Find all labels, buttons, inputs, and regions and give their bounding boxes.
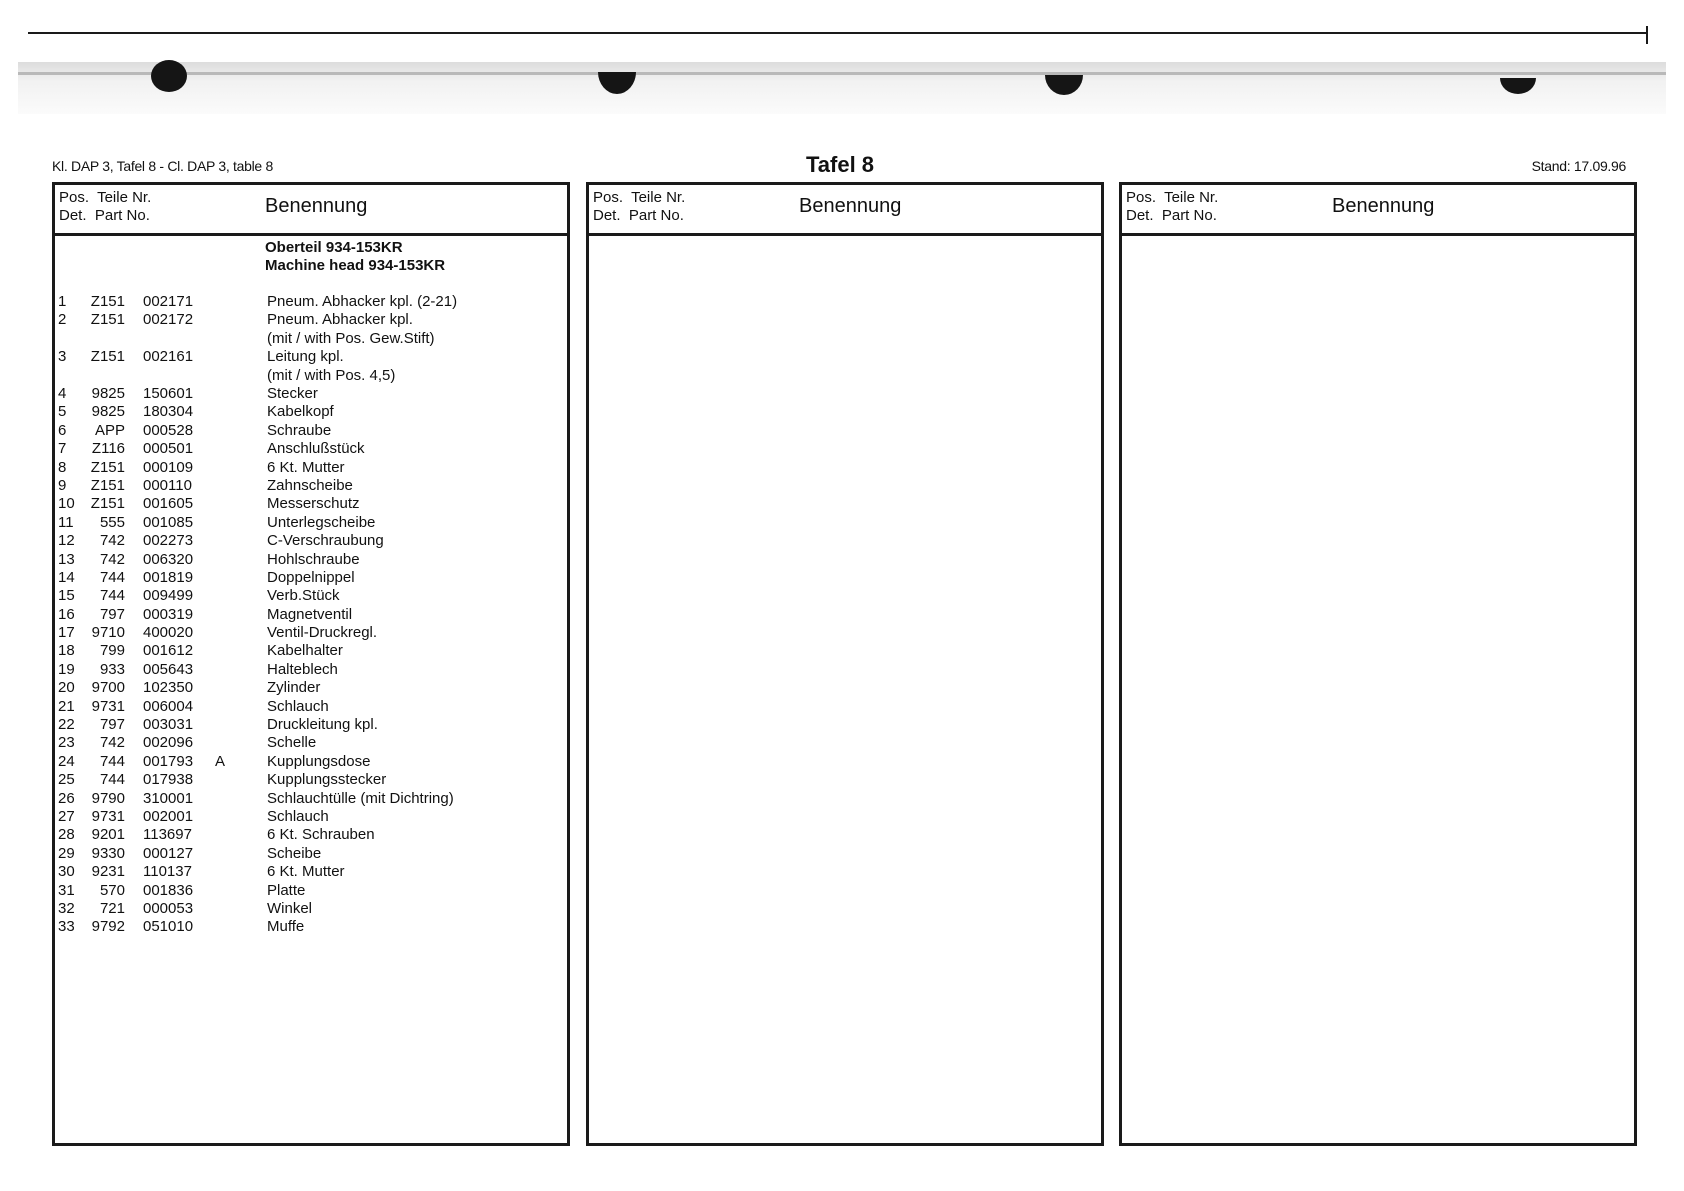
part-name-line1: 6 Kt. Mutter: [267, 458, 345, 476]
part-number: 000319: [143, 605, 194, 623]
table-row: [55, 422, 567, 440]
pos-part-header: [1126, 189, 1218, 225]
part-number: 001605: [143, 495, 194, 513]
part-number: 002001: [143, 807, 194, 825]
part-number: 400020: [143, 624, 194, 642]
pos-part-header-line1: Pos. Teile Nr.: [59, 189, 152, 206]
part-name: [267, 477, 353, 495]
part-name: [267, 311, 435, 348]
part-name-line1: Ventil-Druckregl.: [267, 624, 378, 642]
position-number: 22: [58, 716, 75, 734]
part-group: 742: [99, 550, 125, 568]
part-group: 9231: [91, 863, 125, 881]
part-name-line1: Schlauchtülle (mit Dichtring): [267, 789, 454, 807]
part-group: 744: [99, 587, 125, 605]
part-name: [267, 734, 316, 752]
name-header: Benennung: [1332, 195, 1435, 217]
part-number: 009499: [143, 587, 194, 605]
pos-part-header-line2: Det. Part No.: [593, 207, 684, 224]
table-row: [55, 293, 567, 311]
revision-date: Stand: 17.09.96: [1531, 158, 1626, 174]
position-number: 6: [58, 421, 67, 439]
position-number: 16: [58, 605, 75, 623]
part-name: [267, 753, 370, 771]
part-name-line1: Schlauch: [267, 697, 329, 715]
part-name: [267, 642, 343, 660]
position-number: 15: [58, 587, 75, 605]
position-number: 8: [58, 458, 67, 476]
part-number: 001819: [143, 568, 194, 586]
part-number: 000501: [143, 440, 194, 458]
part-name-line1: Platte: [267, 881, 306, 899]
part-name-line1: Muffe: [267, 918, 305, 936]
part-group: Z151: [90, 458, 125, 476]
table-row: [55, 863, 567, 881]
assembly-title-de: Oberteil 934-153KR: [265, 239, 403, 256]
position-number: 12: [58, 532, 75, 550]
part-group: Z151: [90, 476, 125, 494]
part-name-line1: Druckleitung kpl.: [267, 716, 378, 734]
table-row: [55, 734, 567, 752]
part-group: 742: [99, 734, 125, 752]
part-name: [267, 771, 386, 789]
assembly-title-en: Machine head 934-153KR: [265, 257, 446, 274]
part-group: 721: [99, 899, 125, 917]
panel-header: [1122, 185, 1634, 236]
part-number: 000109: [143, 458, 194, 476]
pos-part-header: [59, 189, 151, 225]
position-number: 20: [58, 679, 75, 697]
part-name-line1: Kabelhalter: [267, 642, 343, 660]
part-number: 002172: [143, 311, 194, 329]
part-name: [267, 661, 338, 679]
position-number: 11: [58, 513, 74, 531]
part-group: 933: [99, 660, 125, 678]
part-group: 9710: [91, 624, 125, 642]
position-number: 26: [58, 789, 75, 807]
table-row: [55, 882, 567, 900]
part-name-line1: Verb.Stück: [267, 587, 340, 605]
position-number: 7: [58, 440, 67, 458]
table-row: [55, 606, 567, 624]
part-number: 110137: [143, 863, 192, 881]
part-number: 000127: [143, 844, 194, 862]
parts-panel-1: [52, 182, 570, 1146]
table-row: [55, 918, 567, 936]
pos-part-header-line2: Det. Part No.: [1126, 207, 1217, 224]
part-number: 000528: [143, 421, 194, 439]
table-row: [55, 514, 567, 532]
part-group: 9790: [91, 789, 125, 807]
part-number: 000053: [143, 899, 194, 917]
pos-part-header-line1: Pos. Teile Nr.: [593, 189, 686, 206]
table-row: [55, 311, 567, 348]
part-group: Z151: [90, 311, 125, 329]
table-row: [55, 385, 567, 403]
name-header: Benennung: [799, 195, 902, 217]
part-number: 113697: [143, 826, 192, 844]
part-group: 9700: [91, 679, 125, 697]
name-header: Benennung: [265, 195, 368, 217]
part-group: 744: [99, 752, 125, 770]
part-group: 797: [99, 605, 125, 623]
part-name-line1: Zylinder: [267, 679, 321, 697]
position-number: 33: [58, 918, 75, 936]
part-name: [267, 587, 340, 605]
part-group: 9731: [91, 807, 125, 825]
part-group: 744: [99, 568, 125, 586]
part-name-line1: Kabelkopf: [267, 403, 334, 421]
part-name: [267, 845, 321, 863]
table-row: [55, 495, 567, 513]
part-name-line1: Leitung kpl.: [267, 348, 344, 366]
table-row: [55, 477, 567, 495]
part-name: [267, 514, 375, 532]
position-number: 21: [58, 697, 75, 715]
punch-hole: [151, 60, 187, 92]
part-group: 9825: [91, 403, 125, 421]
part-number: 180304: [143, 403, 194, 421]
table-row: [55, 808, 567, 826]
part-name: [267, 882, 305, 900]
table-row: [55, 900, 567, 918]
part-number: 150601: [143, 384, 194, 402]
position-number: 30: [58, 863, 75, 881]
table-row: [55, 753, 567, 771]
part-group: Z116: [91, 440, 125, 458]
part-name-line1: Kupplungsdose: [267, 752, 371, 770]
part-name-line1: Stecker: [267, 384, 318, 402]
position-number: 31: [58, 881, 75, 899]
panel-header: [55, 185, 567, 236]
part-group: APP: [94, 421, 125, 439]
part-number: 001085: [143, 513, 194, 531]
table-row: [55, 679, 567, 697]
part-number: 002273: [143, 532, 194, 550]
parts-list: [55, 293, 567, 937]
part-group: 9330: [91, 844, 125, 862]
part-name-line1: Magnetventil: [267, 605, 353, 623]
part-name-line1: 6 Kt. Schrauben: [267, 826, 375, 844]
part-name: [267, 348, 395, 385]
part-name-line1: 6 Kt. Mutter: [267, 863, 345, 881]
position-number: 24: [58, 752, 75, 770]
part-number: 002171: [143, 293, 194, 310]
table-row: [55, 698, 567, 716]
part-name: [267, 459, 345, 477]
table-row: [55, 440, 567, 458]
part-name-line2: (mit / with Pos. 4,5): [267, 366, 396, 384]
part-number: 001793: [143, 752, 194, 770]
table-row: [55, 790, 567, 808]
part-name: [267, 716, 378, 734]
part-name: [267, 569, 355, 587]
part-group: 744: [99, 771, 125, 789]
page-title: Tafel 8: [805, 152, 875, 177]
part-name-line1: Schraube: [267, 421, 332, 439]
part-group: Z151: [90, 495, 125, 513]
position-number: 32: [58, 899, 75, 917]
parts-panel-2: [586, 182, 1104, 1146]
part-name: [267, 403, 334, 421]
position-number: 10: [58, 495, 75, 513]
table-row: [55, 569, 567, 587]
part-group: 9792: [91, 918, 125, 936]
part-number: 017938: [143, 771, 194, 789]
part-number: 102350: [143, 679, 194, 697]
part-name: [267, 532, 384, 550]
part-number: 000110: [143, 476, 192, 494]
position-number: 17: [58, 624, 75, 642]
part-name: [267, 551, 360, 569]
table-row: [55, 716, 567, 734]
position-number: 29: [58, 844, 75, 862]
panel-header: [589, 185, 1101, 236]
pos-part-header-line1: Pos. Teile Nr.: [1126, 189, 1219, 206]
part-group: 570: [99, 881, 125, 899]
part-name-line1: Doppelnippel: [267, 568, 355, 586]
position-number: 5: [58, 403, 67, 421]
table-row: [55, 642, 567, 660]
part-name: [267, 918, 304, 936]
part-name: [267, 900, 312, 918]
binder-strip: [18, 62, 1666, 114]
part-name: [267, 826, 375, 844]
document-reference: Kl. DAP 3, Tafel 8 - Cl. DAP 3, table 8: [52, 158, 273, 174]
table-row: [55, 624, 567, 642]
part-name: [267, 698, 329, 716]
part-name: [267, 440, 365, 458]
table-row: [55, 459, 567, 477]
part-name-line1: Anschlußstück: [267, 440, 365, 458]
part-name-line1: C-Verschraubung: [267, 532, 384, 550]
table-row: [55, 403, 567, 421]
part-number: 006004: [143, 697, 194, 715]
table-row: [55, 771, 567, 789]
parts-panel-3: [1119, 182, 1637, 1146]
position-number: 18: [58, 642, 75, 660]
change-mark: A: [215, 752, 226, 770]
top-rule: [28, 32, 1648, 34]
part-name: [267, 790, 454, 808]
part-name: [267, 808, 329, 826]
position-number: 4: [58, 384, 67, 402]
part-name-line1: Scheibe: [267, 844, 322, 862]
table-row: [55, 587, 567, 605]
part-name: [267, 679, 320, 697]
part-name: [267, 863, 345, 881]
part-name: [267, 624, 377, 642]
top-rule-tick: [1646, 26, 1648, 44]
part-group: 742: [99, 532, 125, 550]
position-number: 28: [58, 826, 75, 844]
position-number: 27: [58, 807, 75, 825]
part-group: Z151: [90, 293, 125, 310]
part-number: 002161: [143, 348, 194, 366]
part-name-line1: Halteblech: [267, 660, 338, 678]
part-name-line1: Kupplungsstecker: [267, 771, 387, 789]
table-row: [55, 532, 567, 550]
pos-part-header: [593, 189, 685, 225]
part-number: 006320: [143, 550, 194, 568]
position-number: 14: [58, 568, 75, 586]
table-row: [55, 826, 567, 844]
part-group: 9731: [91, 697, 125, 715]
part-number: 051010: [143, 918, 194, 936]
position-number: 2: [58, 311, 67, 329]
part-number: 003031: [143, 716, 194, 734]
part-name-line1: Zahnscheibe: [267, 476, 353, 494]
part-group: 799: [99, 642, 125, 660]
position-number: 25: [58, 771, 75, 789]
position-number: 9: [58, 476, 67, 494]
part-number: 002096: [143, 734, 194, 752]
part-name: [267, 495, 360, 513]
position-number: 1: [58, 293, 67, 310]
part-name: [267, 606, 352, 624]
part-group: 797: [99, 716, 125, 734]
part-group: 9201: [91, 826, 125, 844]
table-row: [55, 845, 567, 863]
table-row: [55, 661, 567, 679]
position-number: 13: [58, 550, 75, 568]
pos-part-header-line2: Det. Part No.: [59, 207, 150, 224]
part-group: 555: [99, 513, 125, 531]
part-name-line1: Winkel: [267, 899, 313, 917]
position-number: 19: [58, 660, 75, 678]
part-group: Z151: [90, 348, 125, 366]
part-name: [267, 293, 457, 311]
part-name-line2: (mit / with Pos. Gew.Stift): [267, 329, 435, 347]
part-name: [267, 385, 318, 403]
part-name-line1: Schelle: [267, 734, 317, 752]
part-name-line1: Messerschutz: [267, 495, 360, 513]
part-number: 001612: [143, 642, 194, 660]
position-number: 23: [58, 734, 75, 752]
part-name-line1: Pneum. Abhacker kpl. (2-21): [267, 293, 458, 310]
assembly-title: [265, 239, 445, 275]
binder-strip-edge: [18, 72, 1666, 75]
part-name-line1: Hohlschraube: [267, 550, 360, 568]
part-number: 310001: [143, 789, 194, 807]
position-number: 3: [58, 348, 67, 366]
table-row: [55, 348, 567, 385]
part-group: 9825: [91, 384, 125, 402]
table-row: [55, 551, 567, 569]
part-number: 005643: [143, 660, 194, 678]
part-number: 001836: [143, 881, 194, 899]
part-name-line1: Schlauch: [267, 807, 329, 825]
part-name-line1: Pneum. Abhacker kpl.: [267, 311, 413, 329]
part-name-line1: Unterlegscheibe: [267, 513, 376, 531]
part-name: [267, 422, 331, 440]
